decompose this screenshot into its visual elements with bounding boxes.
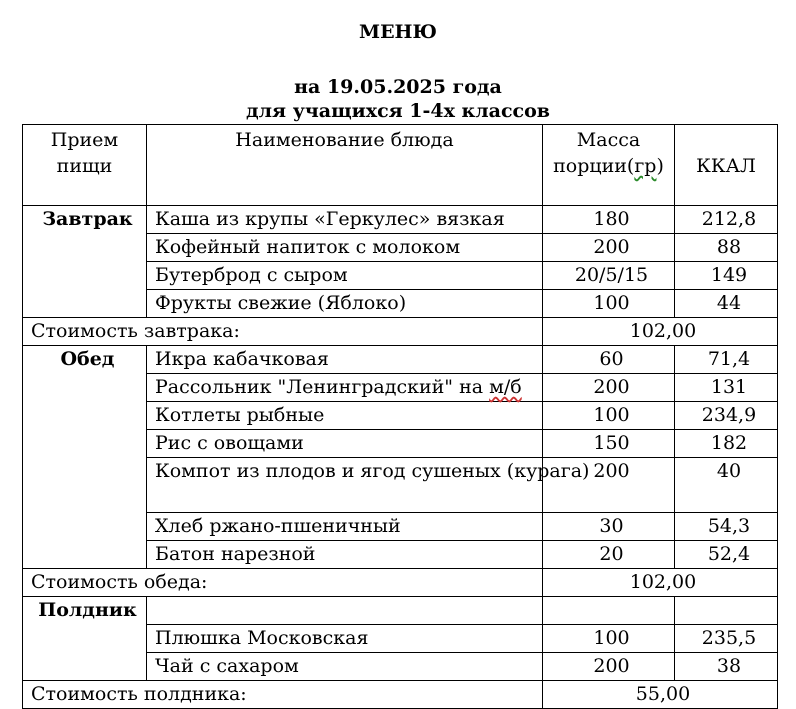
cost-row-snack — [23, 681, 778, 709]
dish-mass: 200 — [543, 653, 675, 681]
menu-audience: для учащихся 1-4х классов — [246, 100, 550, 122]
cost-label: Стоимость завтрака: — [23, 318, 543, 346]
cost-row-breakfast — [23, 318, 778, 346]
menu-date: на 19.05.2025 года — [294, 76, 502, 98]
dish-kcal: 38 — [675, 653, 778, 681]
dish-name: Рассольник "Ленинградский" на м/б — [147, 374, 543, 402]
dish-name: Плюшка Московская — [147, 625, 543, 653]
dish-mass: 100 — [543, 402, 675, 430]
cost-value: 55,00 — [543, 681, 778, 709]
dish-mass: 30 — [543, 513, 675, 541]
meal-breakfast: Завтрак — [23, 206, 147, 318]
table-row — [23, 206, 778, 234]
dish-name: Каша из крупы «Геркулес» вязкая — [147, 206, 543, 234]
dish-kcal: 234,9 — [675, 402, 778, 430]
dish-mass: 150 — [543, 430, 675, 458]
dish-kcal: 212,8 — [675, 206, 778, 234]
dish-name: Бутерброд с сыром — [147, 262, 543, 290]
meal-lunch: Обед — [23, 346, 147, 569]
cost-row-lunch — [23, 569, 778, 597]
dish-mass: 20/5/15 — [543, 262, 675, 290]
header-mass: Масса порции(гр) — [543, 125, 675, 206]
dish-kcal: 54,3 — [675, 513, 778, 541]
dish-kcal: 131 — [675, 374, 778, 402]
dish-mass-empty — [543, 597, 675, 625]
dish-kcal: 149 — [675, 262, 778, 290]
menu-table — [22, 124, 778, 709]
table-header-row — [23, 125, 778, 206]
dish-name: Батон нарезной — [147, 541, 543, 569]
cost-value: 102,00 — [543, 318, 778, 346]
dish-mass: 200 — [543, 234, 675, 262]
dish-mass: 200 — [543, 458, 675, 513]
cost-label: Стоимость обеда: — [23, 569, 543, 597]
meal-snack: Полдник — [23, 597, 147, 681]
dish-kcal: 235,5 — [675, 625, 778, 653]
dish-kcal: 40 — [675, 458, 778, 513]
dish-kcal: 71,4 — [675, 346, 778, 374]
dish-kcal: 88 — [675, 234, 778, 262]
header-meal: Прием пищи — [23, 125, 147, 206]
dish-kcal: 44 — [675, 290, 778, 318]
dish-mass: 60 — [543, 346, 675, 374]
dish-name: Хлеб ржано-пшеничный — [147, 513, 543, 541]
dish-name: Икра кабачковая — [147, 346, 543, 374]
dish-mass: 180 — [543, 206, 675, 234]
dish-mass: 20 — [543, 541, 675, 569]
dish-name: Компот из плодов и ягод сушеных (курага) — [147, 458, 543, 513]
dish-name: Котлеты рыбные — [147, 402, 543, 430]
dish-kcal: 182 — [675, 430, 778, 458]
dish-mass: 200 — [543, 374, 675, 402]
dish-mass: 100 — [543, 625, 675, 653]
dish-name: Чай с сахаром — [147, 653, 543, 681]
dish-name: Фрукты свежие (Яблоко) — [147, 290, 543, 318]
table-row — [23, 597, 778, 625]
dish-kcal-empty — [675, 597, 778, 625]
dish-mass: 100 — [543, 290, 675, 318]
cost-label: Стоимость полдника: — [23, 681, 543, 709]
cost-value: 102,00 — [543, 569, 778, 597]
dish-name-empty — [147, 597, 543, 625]
dish-kcal: 52,4 — [675, 541, 778, 569]
table-row — [23, 346, 778, 374]
header-kcal: ККАЛ — [675, 125, 778, 206]
menu-title: МЕНЮ — [359, 21, 437, 43]
dish-name: Рис с овощами — [147, 430, 543, 458]
header-dish: Наименование блюда — [147, 125, 543, 206]
dish-name: Кофейный напиток с молоком — [147, 234, 543, 262]
